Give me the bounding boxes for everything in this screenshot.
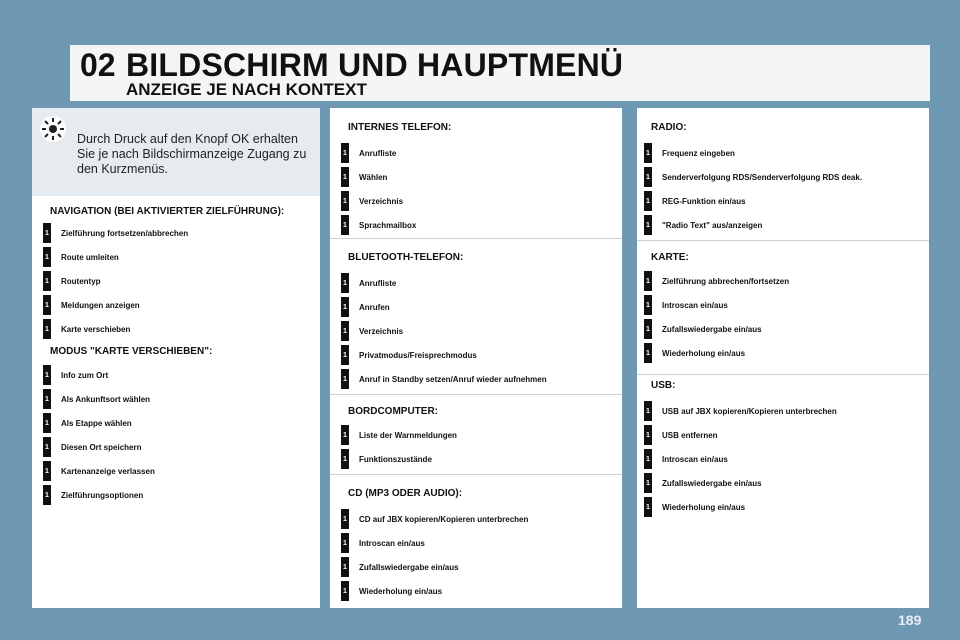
item-label: Zufallswiedergabe ein/aus <box>359 562 459 572</box>
section-title-trip-computer: BORDCOMPUTER: <box>348 406 438 417</box>
item-label: Sprachmailbox <box>359 220 417 230</box>
item-label: Wiederholung ein/aus <box>662 502 746 512</box>
item-label: Als Ankunftsort wählen <box>61 394 151 404</box>
section-divider <box>330 474 622 475</box>
list-item <box>343 214 417 236</box>
list-item <box>343 508 529 530</box>
list-item <box>646 214 763 236</box>
list-item <box>45 270 101 292</box>
item-label: Senderverfolgung RDS/Senderverfolgung RDS deak. <box>662 172 863 182</box>
item-label: Frequenz eingeben <box>662 148 735 158</box>
step-marker: 1 <box>43 271 51 291</box>
item-label: REG-Funktion ein/aus <box>662 196 746 206</box>
step-marker: 1 <box>43 223 51 243</box>
step-marker: 1 <box>341 581 349 601</box>
list-item <box>343 166 388 188</box>
list-item <box>343 424 457 446</box>
item-label: Kartenanzeige verlassen <box>61 466 155 476</box>
list-item <box>646 270 790 292</box>
left-panel <box>32 108 320 608</box>
list-item <box>646 496 746 518</box>
item-label: Route umleiten <box>61 252 119 262</box>
step-marker: 1 <box>43 413 51 433</box>
step-marker: 1 <box>341 215 349 235</box>
intro-text: Durch Druck auf den Knopf OK erhalten Sie je nach Bildschirmanzeige Zugang zu den Kurzmenüs. <box>77 132 307 176</box>
step-marker: 1 <box>644 167 652 187</box>
step-marker: 1 <box>341 557 349 577</box>
page-subtitle: ANZEIGE JE NACH KONTEXT <box>126 80 367 99</box>
list-item <box>646 424 718 446</box>
list-item <box>343 296 390 318</box>
item-label: Wählen <box>359 172 388 182</box>
step-marker: 1 <box>341 509 349 529</box>
item-label: Info zum Ort <box>61 370 109 380</box>
list-item <box>343 190 404 212</box>
section-title-bluetooth-phone: BLUETOOTH-TELEFON: <box>348 252 464 263</box>
item-label: Karte verschieben <box>61 324 131 334</box>
section-divider <box>637 374 929 375</box>
step-marker: 1 <box>341 167 349 187</box>
section-title-map-mode: MODUS "KARTE VERSCHIEBEN": <box>50 346 213 357</box>
intro-box <box>32 108 320 196</box>
item-label: Verzeichnis <box>359 326 404 336</box>
list-item <box>45 294 140 316</box>
step-marker: 1 <box>341 273 349 293</box>
item-label: Meldungen anzeigen <box>61 300 140 310</box>
step-marker: 1 <box>644 401 652 421</box>
list-item <box>343 532 425 554</box>
step-marker: 1 <box>43 247 51 267</box>
item-label: Zielführung fortsetzen/abbrechen <box>61 228 189 238</box>
section-divider <box>330 394 622 395</box>
step-marker: 1 <box>341 191 349 211</box>
list-item <box>45 412 132 434</box>
step-marker: 1 <box>644 143 652 163</box>
right-panel <box>637 108 929 608</box>
step-marker: 1 <box>644 497 652 517</box>
item-label: Verzeichnis <box>359 196 404 206</box>
page-number: 189 <box>898 612 922 628</box>
item-label: CD auf JBX kopieren/Kopieren unterbrechen <box>359 514 529 524</box>
list-item <box>45 388 151 410</box>
item-label: Anrufliste <box>359 278 397 288</box>
step-marker: 1 <box>43 295 51 315</box>
list-item <box>343 344 477 366</box>
list-item <box>45 222 189 244</box>
item-label: Routentyp <box>61 276 101 286</box>
section-title-navigation: NAVIGATION (BEI AKTIVIERTER ZIELFÜHRUNG): <box>50 206 285 217</box>
step-marker: 1 <box>644 425 652 445</box>
list-item <box>646 166 863 188</box>
item-label: Zufallswiedergabe ein/aus <box>662 324 762 334</box>
item-label: Anruf in Standby setzen/Anruf wieder aufnehmen <box>359 374 547 384</box>
list-item <box>343 556 459 578</box>
list-item <box>343 272 397 294</box>
section-title-map: KARTE: <box>651 252 689 263</box>
item-label: Zielführungsoptionen <box>61 490 144 500</box>
section-divider <box>637 240 929 241</box>
section-title-radio: RADIO: <box>651 122 687 133</box>
section-title-usb: USB: <box>651 380 676 391</box>
list-item <box>343 320 404 342</box>
item-label: Anrufliste <box>359 148 397 158</box>
list-item <box>343 368 547 390</box>
step-marker: 1 <box>341 533 349 553</box>
middle-panel <box>330 108 622 608</box>
item-label: USB entfernen <box>662 430 718 440</box>
item-label: Introscan ein/aus <box>359 538 425 548</box>
item-label: Wiederholung ein/aus <box>662 348 746 358</box>
step-marker: 1 <box>341 369 349 389</box>
list-item <box>45 484 144 506</box>
item-label: Zufallswiedergabe ein/aus <box>662 478 762 488</box>
list-item <box>45 246 119 268</box>
list-item <box>45 460 155 482</box>
step-marker: 1 <box>341 143 349 163</box>
item-label: Introscan ein/aus <box>662 454 728 464</box>
list-item <box>646 294 728 316</box>
step-marker: 1 <box>43 485 51 505</box>
step-marker: 1 <box>341 449 349 469</box>
item-label: Funktionszustände <box>359 454 432 464</box>
step-marker: 1 <box>644 449 652 469</box>
list-item <box>45 364 109 386</box>
list-item <box>45 318 131 340</box>
section-divider <box>330 238 622 239</box>
list-item <box>646 448 728 470</box>
step-marker: 1 <box>43 365 51 385</box>
item-label: Introscan ein/aus <box>662 300 728 310</box>
section-title-internal-phone: INTERNES TELEFON: <box>348 122 452 133</box>
list-item <box>343 142 397 164</box>
step-marker: 1 <box>644 319 652 339</box>
step-marker: 1 <box>341 297 349 317</box>
step-marker: 1 <box>43 389 51 409</box>
list-item <box>646 342 746 364</box>
section-title-cd: CD (MP3 ODER AUDIO): <box>348 488 463 499</box>
step-marker: 1 <box>341 425 349 445</box>
list-item <box>646 472 762 494</box>
list-item <box>343 580 443 602</box>
step-marker: 1 <box>341 321 349 341</box>
step-marker: 1 <box>43 319 51 339</box>
list-item <box>646 190 746 212</box>
step-marker: 1 <box>644 473 652 493</box>
item-label: Diesen Ort speichern <box>61 442 142 452</box>
list-item <box>45 436 142 458</box>
chapter-number: 02 <box>80 47 116 83</box>
item-label: Liste der Warnmeldungen <box>359 430 457 440</box>
item-label: Als Etappe wählen <box>61 418 132 428</box>
step-marker: 1 <box>43 437 51 457</box>
step-marker: 1 <box>341 345 349 365</box>
list-item <box>646 400 837 422</box>
step-marker: 1 <box>644 271 652 291</box>
list-item <box>646 318 762 340</box>
page-title: BILDSCHIRM UND HAUPTMENÜ <box>126 47 624 83</box>
step-marker: 1 <box>644 343 652 363</box>
sun-icon <box>40 116 66 142</box>
item-label: Wiederholung ein/aus <box>359 586 443 596</box>
item-label: Anrufen <box>359 302 390 312</box>
list-item <box>343 448 432 470</box>
step-marker: 1 <box>644 191 652 211</box>
step-marker: 1 <box>43 461 51 481</box>
list-item <box>646 142 735 164</box>
item-label: Privatmodus/Freisprechmodus <box>359 350 477 360</box>
item-label: "Radio Text" aus/anzeigen <box>662 220 763 230</box>
item-label: Zielführung abbrechen/fortsetzen <box>662 276 790 286</box>
step-marker: 1 <box>644 215 652 235</box>
item-label: USB auf JBX kopieren/Kopieren unterbrechen <box>662 406 837 416</box>
step-marker: 1 <box>644 295 652 315</box>
